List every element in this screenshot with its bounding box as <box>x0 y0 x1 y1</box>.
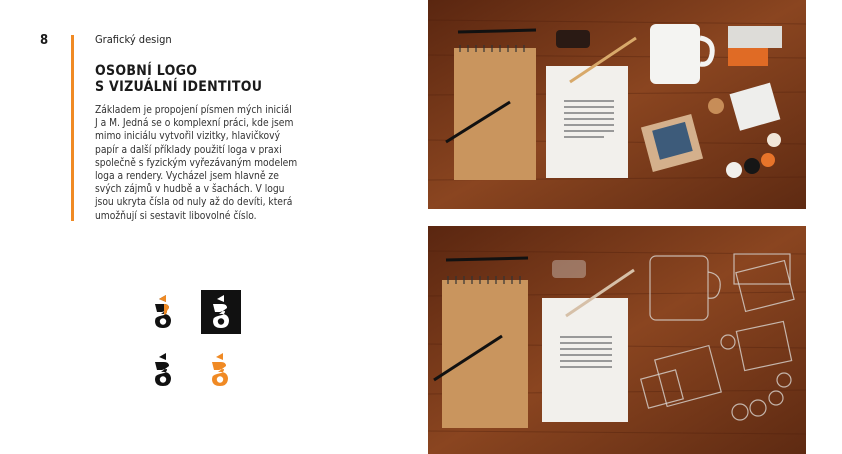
title-line: S VIZUÁLNÍ IDENTITOU <box>95 79 263 95</box>
accent-bar <box>71 35 74 221</box>
body-line: jsou ukryta čísla od nuly až do devíti, která <box>95 197 293 209</box>
mockup-photo-realistic <box>428 0 806 209</box>
body-line: papír a další příklady použití loga v praxi <box>95 144 282 156</box>
body-text <box>95 104 325 223</box>
mockup-photo-render <box>428 226 806 454</box>
logo-black-orange <box>150 294 176 330</box>
title-line: OSOBNÍ LOGO <box>95 63 198 79</box>
page-number: 8 <box>40 33 49 48</box>
body-line: umožňují si sestavit libovolné číslo. <box>95 210 257 222</box>
body-line: loga a rendery. Vycházel jsem hlavně ze <box>95 171 279 183</box>
section-label: Grafický design <box>95 33 172 46</box>
body-line: Základem je propojení písmen mých iniciál <box>95 105 292 116</box>
logo-white-on-black <box>201 290 241 334</box>
body-line: mimo iniciálu vytvořil vizitky, hlavičkový <box>95 131 281 143</box>
logo-black <box>150 352 176 388</box>
body-line: J a M. Jedná se o komplexní práci, kde jsem <box>95 118 294 130</box>
body-line: společně s fyzickým vyřezávaným modelem <box>95 157 298 169</box>
logo-orange <box>207 352 233 388</box>
page-title <box>95 63 262 95</box>
body-line: svých zájmů v hudbě a v šachách. V logu <box>95 184 285 196</box>
